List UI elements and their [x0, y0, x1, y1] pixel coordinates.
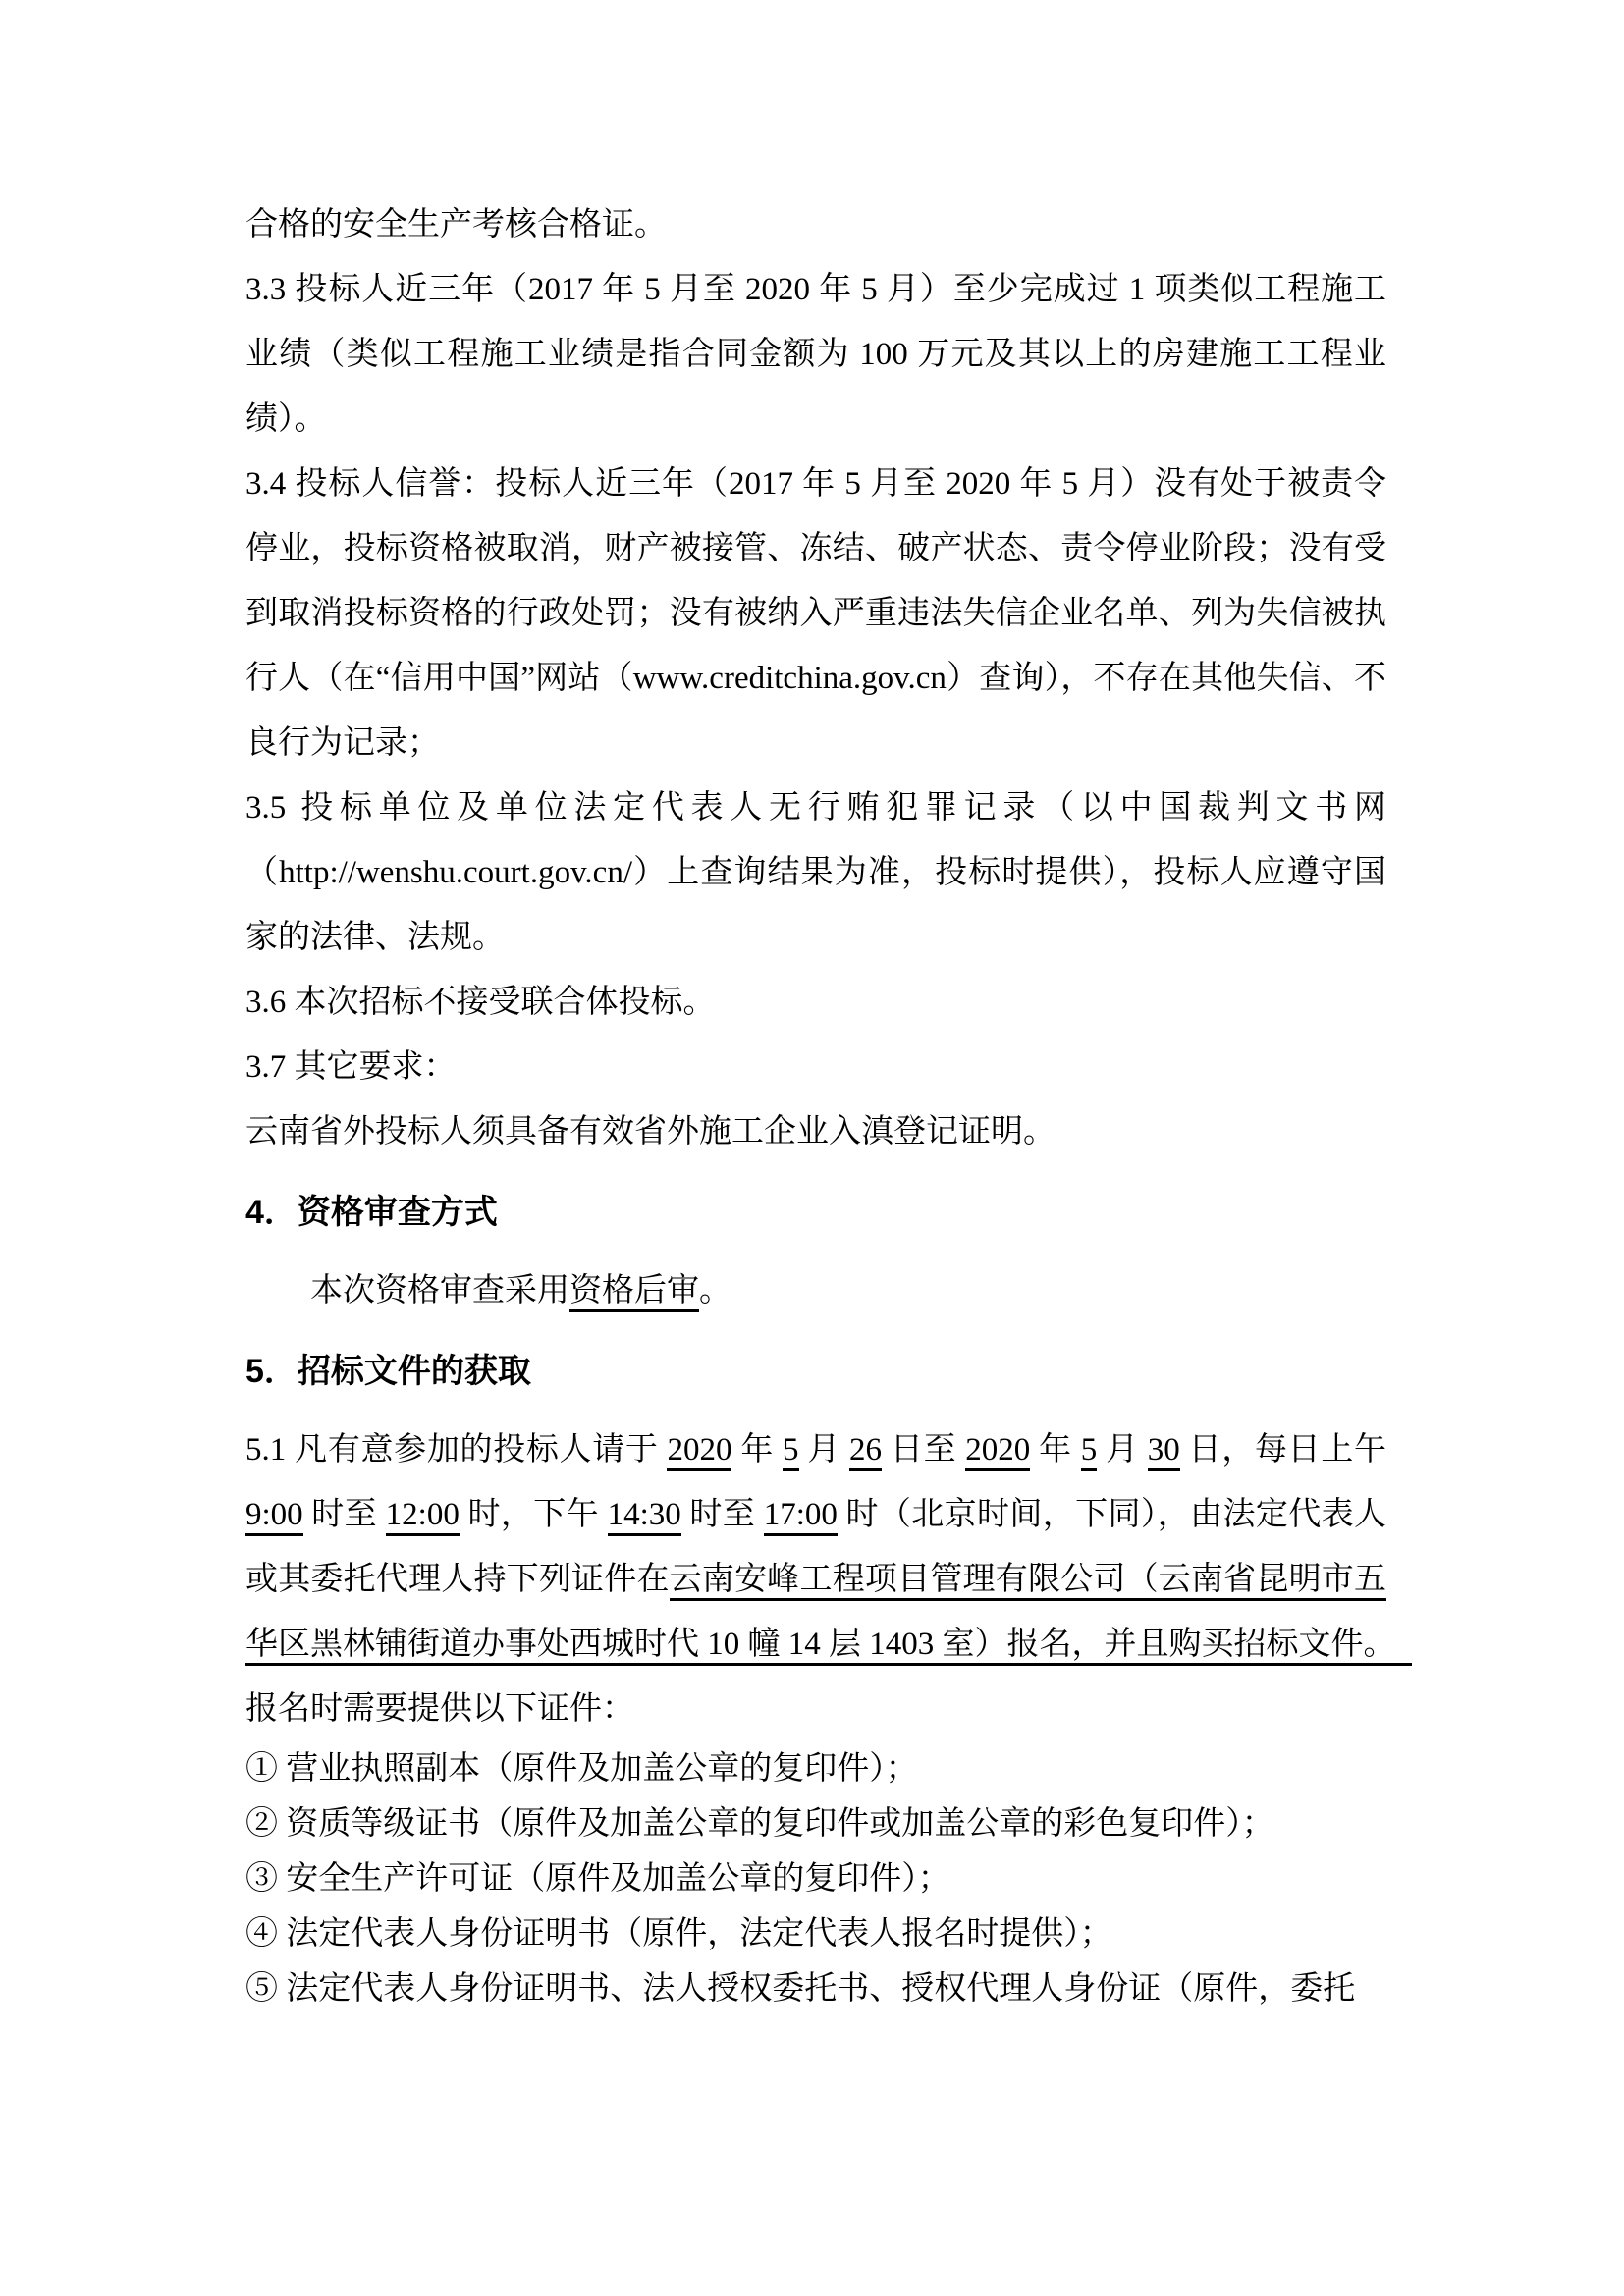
text-run: 5.1 凡有意参加的投标人请于	[245, 1432, 668, 1468]
doc-list-item-4	[245, 1906, 1386, 1961]
text-run: 日，每日上午	[1179, 1432, 1387, 1468]
text-run: 日至	[882, 1432, 966, 1468]
underlined-text-run: 12:00	[386, 1497, 460, 1536]
text-run: ① 营业执照副本（原件及加盖公章的复印件）；	[245, 1751, 918, 1787]
clause-3-4	[245, 452, 1386, 775]
underlined-text-run: 5	[1081, 1432, 1098, 1471]
underlined-text-run: 30	[1148, 1432, 1180, 1471]
underlined-text-run: 2020	[965, 1432, 1030, 1471]
text-run: 月	[798, 1432, 850, 1468]
text-run: 3.6 本次招标不接受联合体投标。	[245, 985, 716, 1020]
text-run: 年	[731, 1432, 783, 1468]
clause-3-7-body	[245, 1099, 1386, 1164]
text-run: 5．招标文件的获取	[245, 1353, 531, 1390]
text-run: 4．资格审查方式	[245, 1194, 498, 1231]
underlined-text-run: 云南安峰工程项目管理有限公司（云南省昆明市五华区黑林铺街道办事处西城时代 10 幢 14 层 1403 室）报名，并且购买招标文件。	[245, 1562, 1412, 1666]
documents-intro	[245, 1677, 1386, 1741]
doc-list-item-1	[245, 1741, 1386, 1796]
underlined-text-run: 14:30	[608, 1497, 681, 1536]
text-run: 3.3 投标人近三年（2017 年 5 月至 2020 年 5 月）至少完成过 1 项类似工程施工业绩（类似工程施工业绩是指合同金额为 100 万元及其以上的房建施工工程业绩）。	[245, 272, 1386, 437]
text-run: 年	[1030, 1432, 1081, 1468]
underlined-text-run: 2020	[667, 1432, 731, 1471]
underlined-text-run: 5	[783, 1432, 799, 1471]
section-5-heading	[245, 1339, 1386, 1404]
text-run: 合格的安全生产考核合格证。	[245, 207, 667, 242]
paragraph-continuation	[245, 192, 1386, 257]
underlined-text-run: 资格后审	[569, 1273, 699, 1312]
text-run: ② 资质等级证书（原件及加盖公章的复印件或加盖公章的彩色复印件）；	[245, 1806, 1274, 1842]
clause-3-3	[245, 257, 1386, 452]
text-run: 本次资格审查采用	[310, 1273, 569, 1308]
underlined-text-run: 17:00	[764, 1497, 838, 1536]
text-run: 3.7 其它要求：	[245, 1049, 457, 1085]
text-run: 报名时需要提供以下证件：	[245, 1691, 634, 1727]
doc-list-item-2	[245, 1796, 1386, 1851]
text-run: 云南省外投标人须具备有效省外施工企业入滇登记证明。	[245, 1114, 1056, 1149]
section-4-heading	[245, 1180, 1386, 1245]
text-run: 。	[699, 1273, 731, 1308]
clause-3-7	[245, 1035, 1386, 1099]
text-run: ③ 安全生产许可证（原件及加盖公章的复印件）；	[245, 1861, 950, 1896]
underlined-text-run: 9:00	[245, 1497, 303, 1536]
text-run: 3.5 投标单位及单位法定代表人无行贿犯罪记录（以中国裁判文书网（http://wenshu.court.gov.cn/）上查询结果为准，投标时提供），投标人应遵守国家的法律、法规。	[245, 790, 1386, 955]
clause-3-6	[245, 970, 1386, 1035]
doc-list-item-5	[245, 1961, 1386, 2016]
text-run: 时（北京时间，下同），由法定代表人或其委托代理人持下列证件在	[245, 1497, 1387, 1597]
clause-5-1	[245, 1417, 1412, 1677]
section-4-body	[245, 1258, 1386, 1323]
doc-list-item-3	[245, 1851, 1386, 1906]
text-run: 时至	[302, 1497, 386, 1532]
text-run: ④ 法定代表人身份证明书（原件，法定代表人报名时提供）；	[245, 1916, 1112, 1951]
underlined-text-run: 26	[849, 1432, 882, 1471]
text-run: 3.4 投标人信誉：投标人近三年（2017 年 5 月至 2020 年 5 月）没有处于被责令停业，投标资格被取消，财产被接管、冻结、破产状态、责令停业阶段；没有受到取消投标资格的行政处罚；没有被纳入严重违法失信企业名单、列为失信被执行人（在“信用中国”网站（www.creditchina.gov.cn）查询），不存在其他失信、不良行为记录；	[245, 466, 1386, 761]
text-run: 月	[1097, 1432, 1148, 1468]
text-run: 时至	[680, 1497, 764, 1532]
clause-3-5	[245, 775, 1386, 970]
text-run: ⑤ 法定代表人身份证明书、法人授权委托书、授权代理人身份证（原件，委托	[245, 1971, 1356, 2006]
text-run: 时，下午	[459, 1497, 608, 1532]
